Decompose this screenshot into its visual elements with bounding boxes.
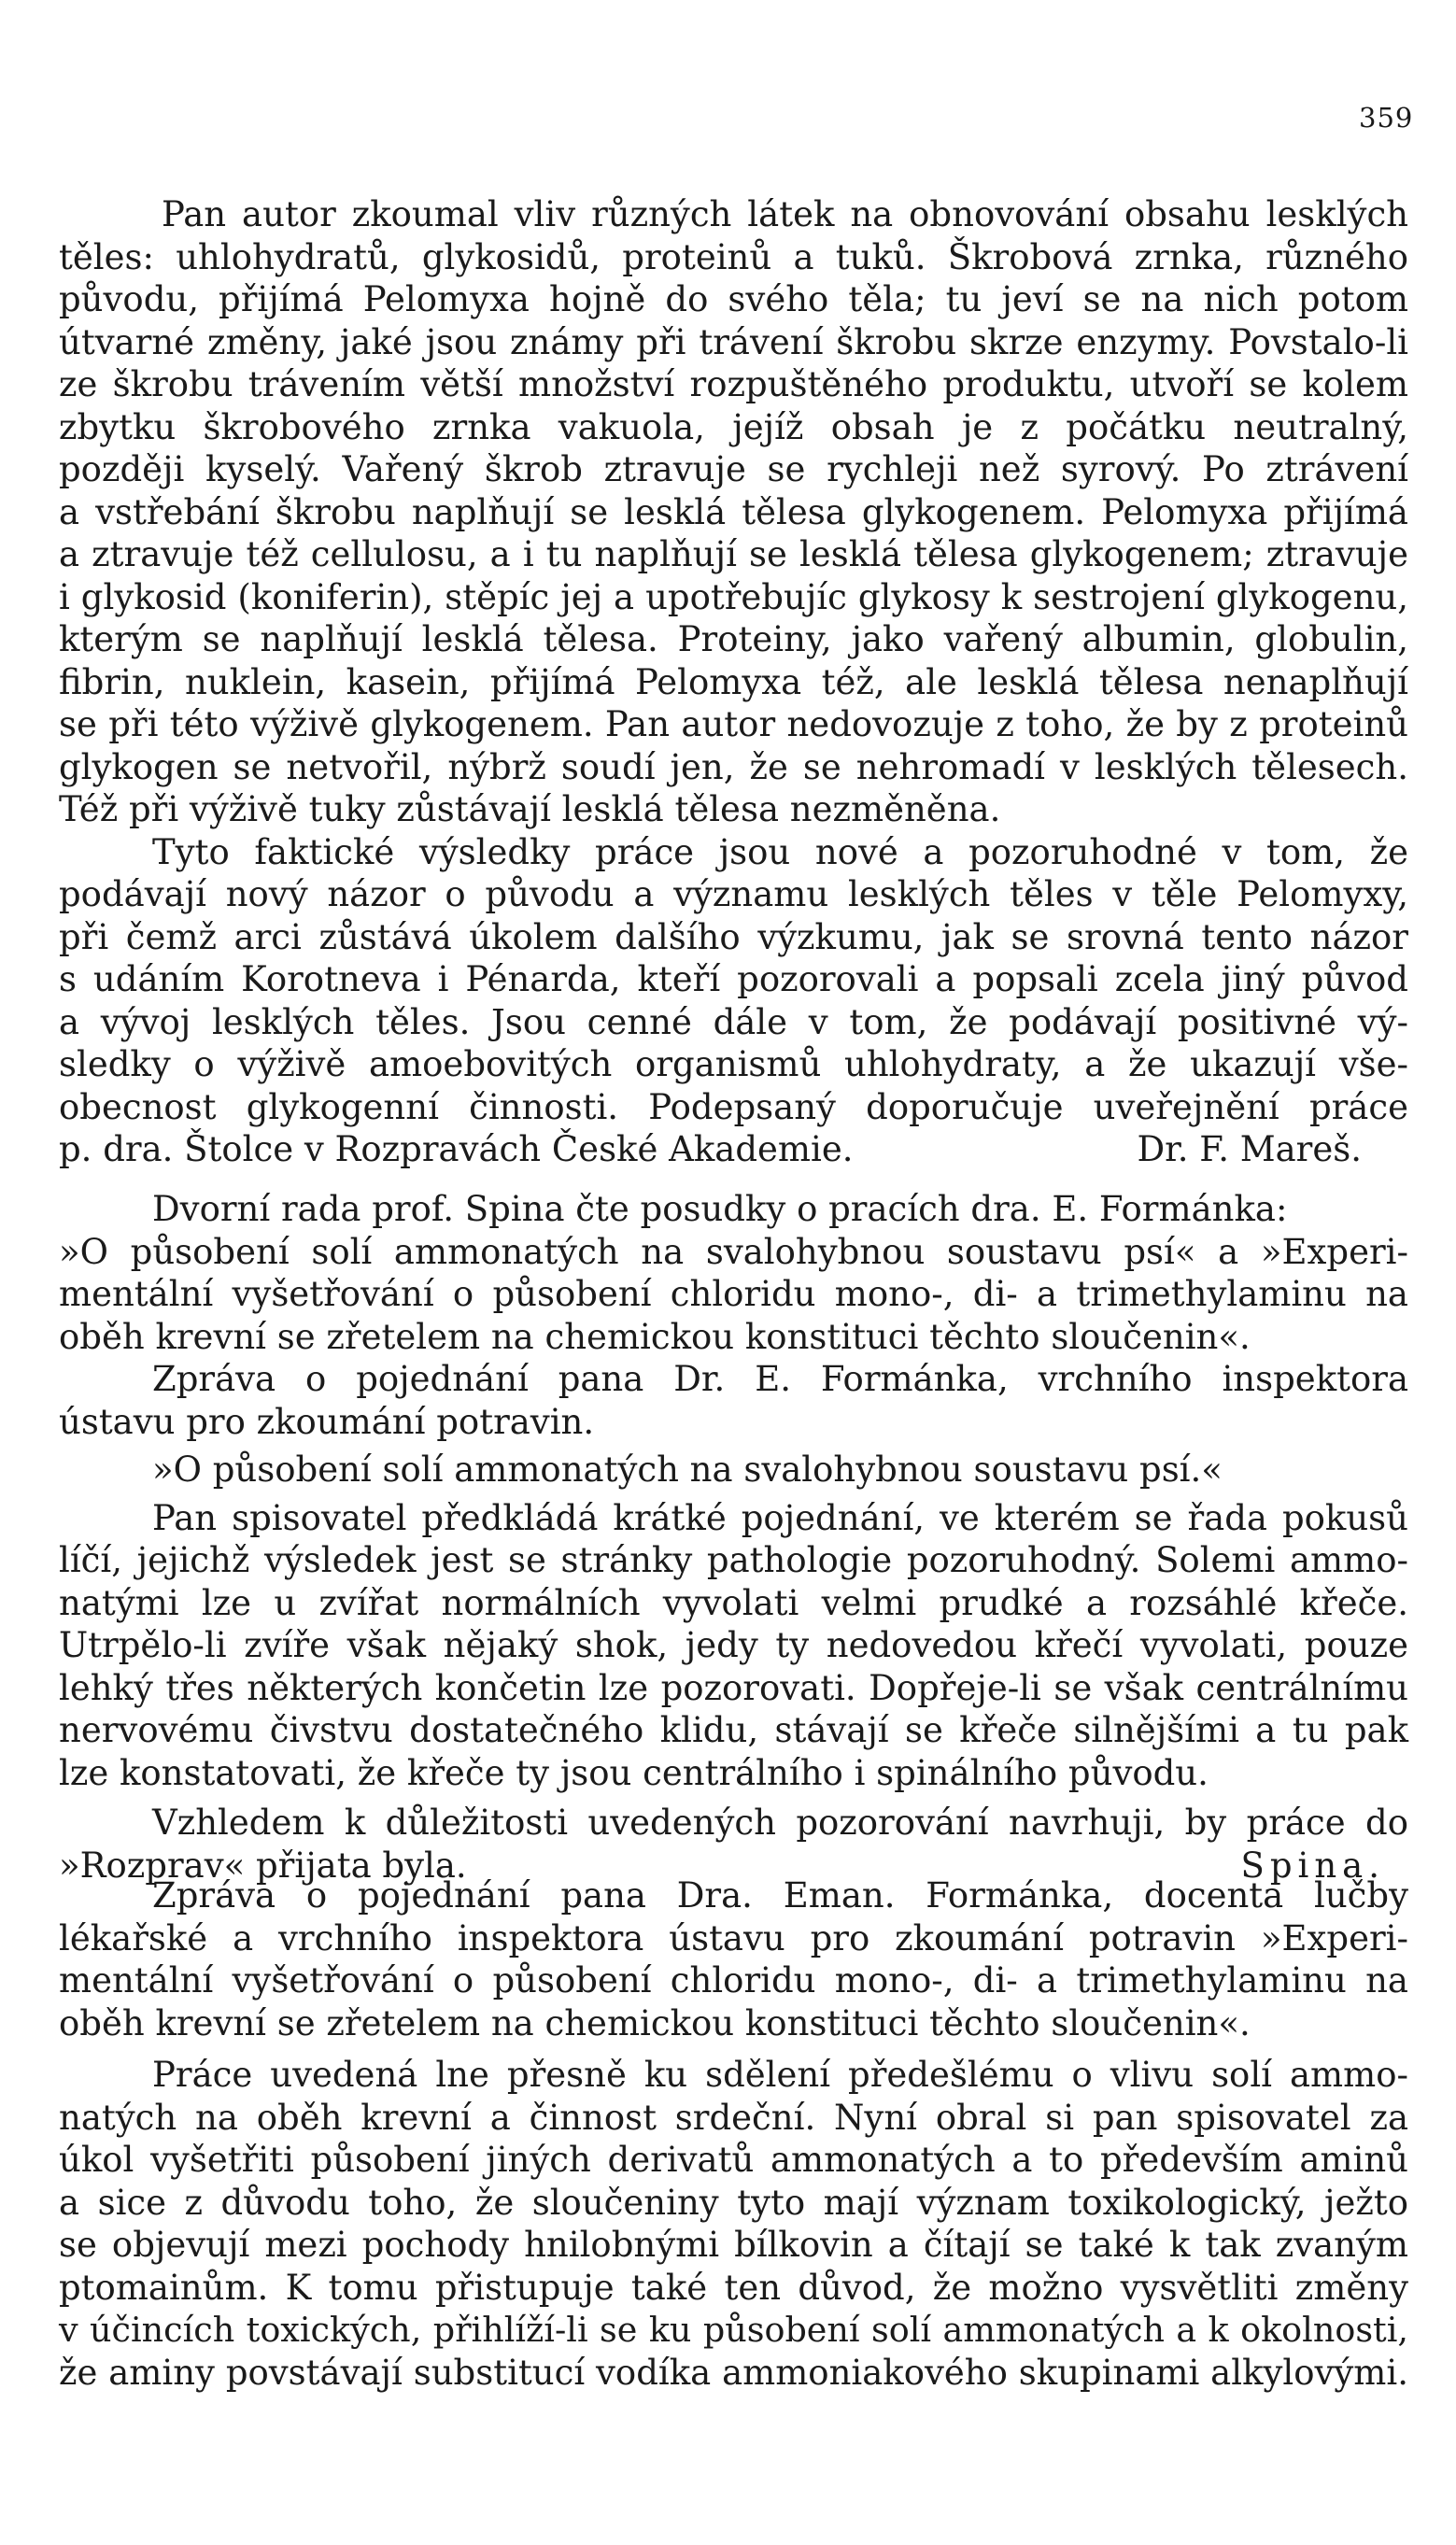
paragraph-line: při čemž arci zůstává úkolem dalšího výzkumu, jak se srovná tento názor [59,916,1408,957]
paragraph-line: Zpráva o pojednání pana Dra. Eman. Formánka, docenta lučby [152,1875,1408,1916]
paragraph-line: a sice z důvodu toho, že sloučeniny tyto mají význam toxikologický, ježto [59,2182,1408,2223]
closing-text: p. dra. Štolce v Rozpravách České Akademie. [59,1129,854,1169]
paragraph-line: úkol vyšetřiti působení jiných derivatů ammonatých a to především aminů [59,2140,1408,2180]
report-spina [59,1188,1408,1887]
paragraph-line: mentální vyšetřování o působení chloridu mono-, di- a trimethylaminu na [59,1960,1408,2001]
paragraph-line: a vstřebání škrobu naplňují se lesklá tělesa glykogenem. Pelomyxa přijímá [59,491,1408,532]
paragraph-line: zbytku škrobového zrnka vakuola, jejíž obsah je z počátku neutralný, [59,406,1408,447]
paragraph-line: a vývoj lesklých těles. Jsou cenné dále v tom, že podávají positivné vý- [59,1001,1408,1042]
report-mares [59,193,1408,1171]
closing-text: »Rozprav« přijata byla. [59,1845,467,1886]
paragraph-line: v účincích toxických, přihlíží-li se ku působení solí ammonatých a k okolnosti, [59,2310,1408,2350]
paragraph-line: a ztravuje též cellulosu, a i tu naplňují se lesklá tělesa glykogenem; ztravuje [59,534,1408,574]
paragraph-line: kterým se naplňují lesklá tělesa. Proteiny, jako vařený albumin, globulin, [59,619,1408,659]
paragraph-line: ze škrobu trávením větší množství rozpuštěného produktu, utvoří se kolem [59,364,1408,404]
paragraph-line: Zpráva o pojednání pana Dr. E. Formánka, vrchního inspektora [152,1359,1408,1399]
paragraph-line: původu, přijímá Pelomyxa hojně do svého těla; tu jeví se na nich potom [59,279,1408,319]
paragraph-line: Pan autor zkoumal vliv různých látek na obnovování obsahu lesklých [162,194,1408,234]
paragraph-line: oběh krevní se zřetelem na chemickou konstituci těchto sloučenin«. [59,2002,1251,2043]
paragraph-line: mentální vyšetřování o působení chloridu mono-, di- a trimethylaminu na [59,1274,1408,1314]
paragraph-line: sledky o výživě amoebovitých organismů uhlohydraty, a že ukazují vše- [59,1044,1408,1084]
paper-title: »O působení solí ammonatých na svalohybnou soustavu psí.« [152,1449,1223,1490]
paragraph-line: Utrpělo-li zvíře však nějaký shok, jedy ty nedovedou křečí vyvolati, pouze [59,1625,1408,1665]
signature: Dr. F. Mareš. [1137,1129,1362,1169]
paragraph-line: i glykosid (koniferin), stěpíc jej a upotřebujíc glykosy k sestrojení glykogenu, [59,576,1408,617]
paragraph-line: těles: uhlohydratů, glykosidů, proteinů a tuků. Škrobová zrnka, různého [59,236,1408,277]
paragraph-line: obecnost glykogenní činnosti. Podepsaný doporučuje uveřejnění práce [59,1086,1408,1127]
paragraph-line: lehký třes některých končetin lze pozorovati. Dopřeje-li se však centrálnímu [59,1667,1408,1708]
paragraph-line: glykogen se netvořil, nýbrž soudí jen, že se nehromadí v lesklých tělesech. [59,746,1408,787]
page-number: 359 [1359,102,1414,134]
paragraph-line: podávají nový názor o původu a významu lesklých těles v těle Pelomyxy, [59,874,1408,914]
paragraph-line: Tyto faktické výsledky práce jsou nové a pozoruhodné v tom, že [152,831,1408,872]
signature: Spina. [1240,1845,1385,1886]
paragraph-line: fibrin, nuklein, kasein, přijímá Pelomyxa též, ale lesklá tělesa nenaplňují [59,661,1408,702]
paragraph-line: Pan spisovatel předkládá krátké pojednání, ve kterém se řada pokusů [152,1497,1408,1538]
paragraph-line: oběh krevní se zřetelem na chemickou konstituci těchto sloučenin«. [59,1316,1251,1357]
paragraph-line: Práce uvedená lne přesně ku sdělení předešlému o vlivu solí ammo- [152,2055,1408,2095]
paragraph-line: později kyselý. Vařený škrob ztravuje se rychleji než syrový. Po ztrávení [59,449,1408,489]
closing-line [59,1128,1408,1171]
report-formanek-second [59,1874,1408,2394]
paragraph-line: nervovému čivstvu dostatečného klidu, stávají se křeče silnějšími a tu pak [59,1710,1408,1750]
paragraph-line: lze konstatovati, že křeče ty jsou centrálního i spinálního původu. [59,1752,1209,1793]
paragraph-line: natých na oběh krevní a činnost srdeční. Nyní obral si pan spisovatel za [59,2097,1408,2138]
paragraph-line: Dvorní rada prof. Spina čte posudky o pracích dra. E. Formánka: [152,1189,1288,1229]
paragraph-line: se objevují mezi pochody hnilobnými bílkovin a čítají se také k tak zvaným [59,2225,1408,2265]
paragraph-line: že aminy povstávají substitucí vodíka ammoniakového skupinami alkylovými. [59,2352,1408,2393]
paragraph-line: líčí, jejichž výsledek jest se stránky pathologie pozoruhodný. Solemi ammo- [59,1540,1408,1580]
paragraph-line: lékařské a vrchního inspektora ústavu pro zkoumání potravin »Experi- [59,1917,1408,1958]
paragraph-line: ústavu pro zkoumání potravin. [59,1401,595,1442]
paragraph-line: ptomainům. K tomu přistupuje také ten důvod, že možno vysvětliti změny [59,2267,1408,2308]
paragraph-line: »O působení solí ammonatých na svalohybnou soustavu psí« a »Experi- [59,1231,1408,1272]
paragraph-line: s udáním Korotneva i Pénarda, kteří pozorovali a popsali zcela jiný původ [59,959,1408,999]
paragraph-line: Vzhledem k důležitosti uvedených pozorování navrhuji, by práce do [152,1803,1408,1843]
paragraph-line: útvarné změny, jaké jsou známy při trávení škrobu skrze enzymy. Povstalo-li [59,321,1408,362]
paragraph-line: natými lze u zvířat normálních vyvolati velmi prudké a rozsáhlé křeče. [59,1582,1408,1623]
paragraph-line: se při této výživě glykogenem. Pan autor nedovozuje z toho, že by z proteinů [59,704,1408,744]
paragraph-line: Též při výživě tuky zůstávají lesklá tělesa nezměněna. [59,789,1001,829]
